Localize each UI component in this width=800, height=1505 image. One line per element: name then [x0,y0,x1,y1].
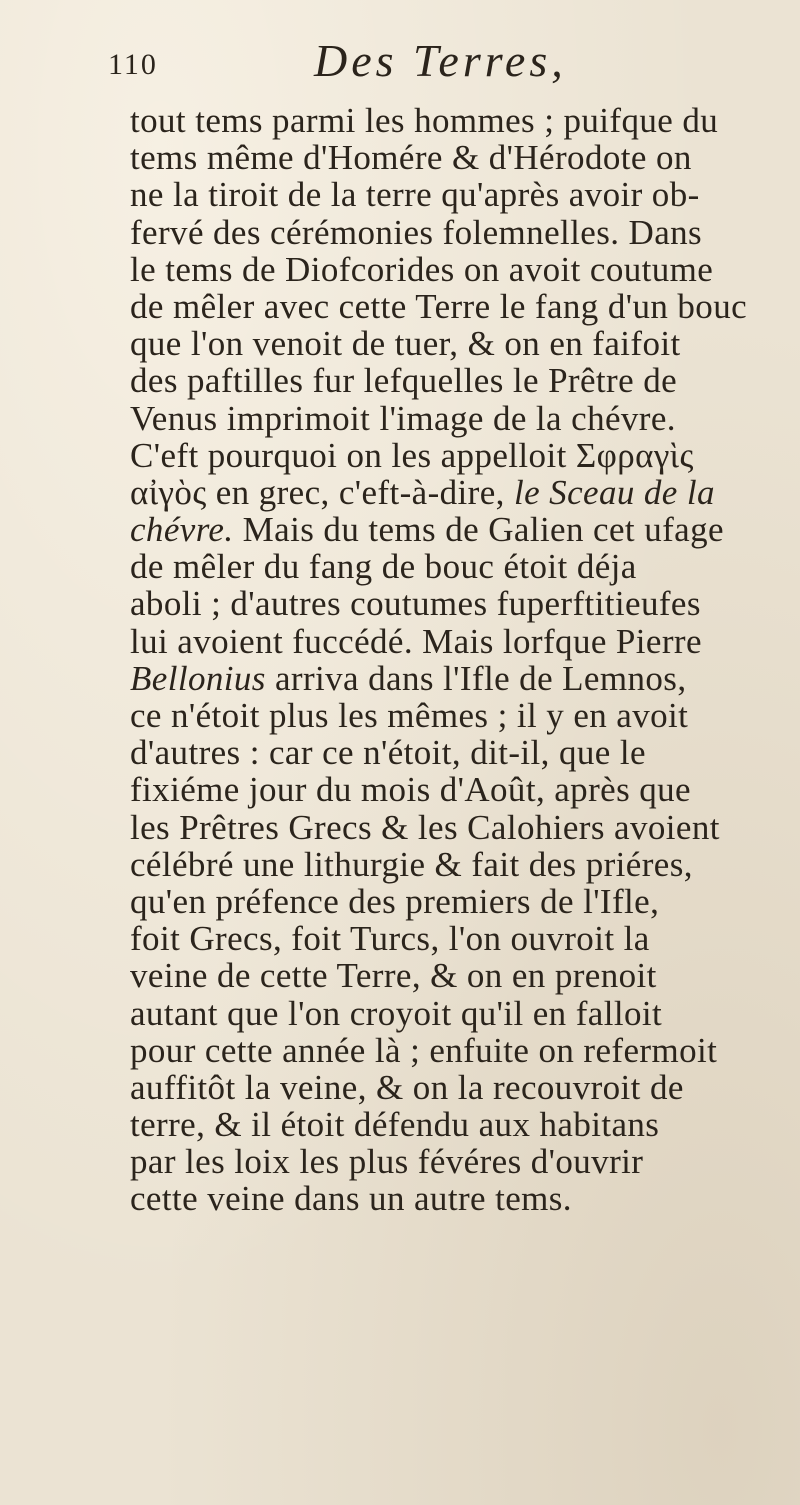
text-line: cette veine dans un autre tems. [130,1179,572,1219]
text-segment: arriva dans l'Ifle de Lemnos, [265,658,687,698]
body-text [130,102,775,1218]
page-number: 110 [108,48,158,81]
italic-segment: le Sceau de la [513,472,715,512]
text-line: ce n'étoit plus les mêmes ; il y en avoit [130,696,689,735]
text-segment: Mais du tems de Galien cet ufage [233,510,724,550]
text-line: ne la tiroit de la terre qu'après avoir ob- [130,175,700,215]
text-line [130,474,775,511]
running-head: Des Terres, [314,35,567,86]
text-line: tems même d'Homére & d'Hérodote on [130,138,692,178]
text-line [130,660,775,697]
text-line: fervé des cérémonies folemnelles. Dans [130,212,703,252]
italic-segment: Bellonius [130,658,266,698]
text-line: des paftilles fur lefquelles le Prêtre de [130,361,678,401]
text-line: pour cette année là ; enfuite on refermoit [130,1030,718,1070]
text-line: qu'en préfence des premiers de l'Ifle, [130,881,660,921]
text-line: terre, & il étoit défendu aux habitans [130,1105,660,1145]
text-line: de mêler du fang de bouc étoit déja [130,547,637,587]
text-line: veine de cette Terre, & on en prenoit [130,956,657,996]
text-line: auffitôt la veine, & on la recouvroit de [130,1067,684,1107]
text-line: Venus imprimoit l'image de la chévre. [130,398,676,438]
text-line: de mêler avec cette Terre le fang d'un bouc [130,286,748,326]
text-line: d'autres : car ce n'étoit, dit-il, que le [130,733,646,773]
text-line: tout tems parmi les hommes ; puifque du [130,101,719,140]
page-header [108,34,668,94]
text-line: lui avoient fuccédé. Mais lorfque Pierre [130,621,702,661]
text-line: les Prêtres Grecs & les Calohiers avoient [130,807,720,847]
text-line: que l'on venoit de tuer, & on en faifoit [130,324,681,364]
text-line: aboli ; d'autres coutumes fuperftitieufes [130,584,701,624]
text-line: foit Grecs, foit Turcs, l'on ouvroit la [130,919,650,959]
text-line: autant que l'on croyoit qu'il en falloit [130,993,663,1033]
text-line: célébré une lithurgie & fait des priéres, [130,844,693,884]
text-line: le tems de Diofcorides on avoit coutume [130,249,714,289]
text-line [130,511,775,548]
text-line: C'eft pourquoi on les appelloit Σφραγὶς [130,435,694,475]
text-segment: αἰγὸς en grec, c'eft-à-dire, [130,472,514,512]
italic-segment: chévre. [130,510,234,550]
text-line: par les loix les plus févéres d'ouvrir [130,1142,644,1182]
text-line: fixiéme jour du mois d'Août, après que [130,770,691,810]
